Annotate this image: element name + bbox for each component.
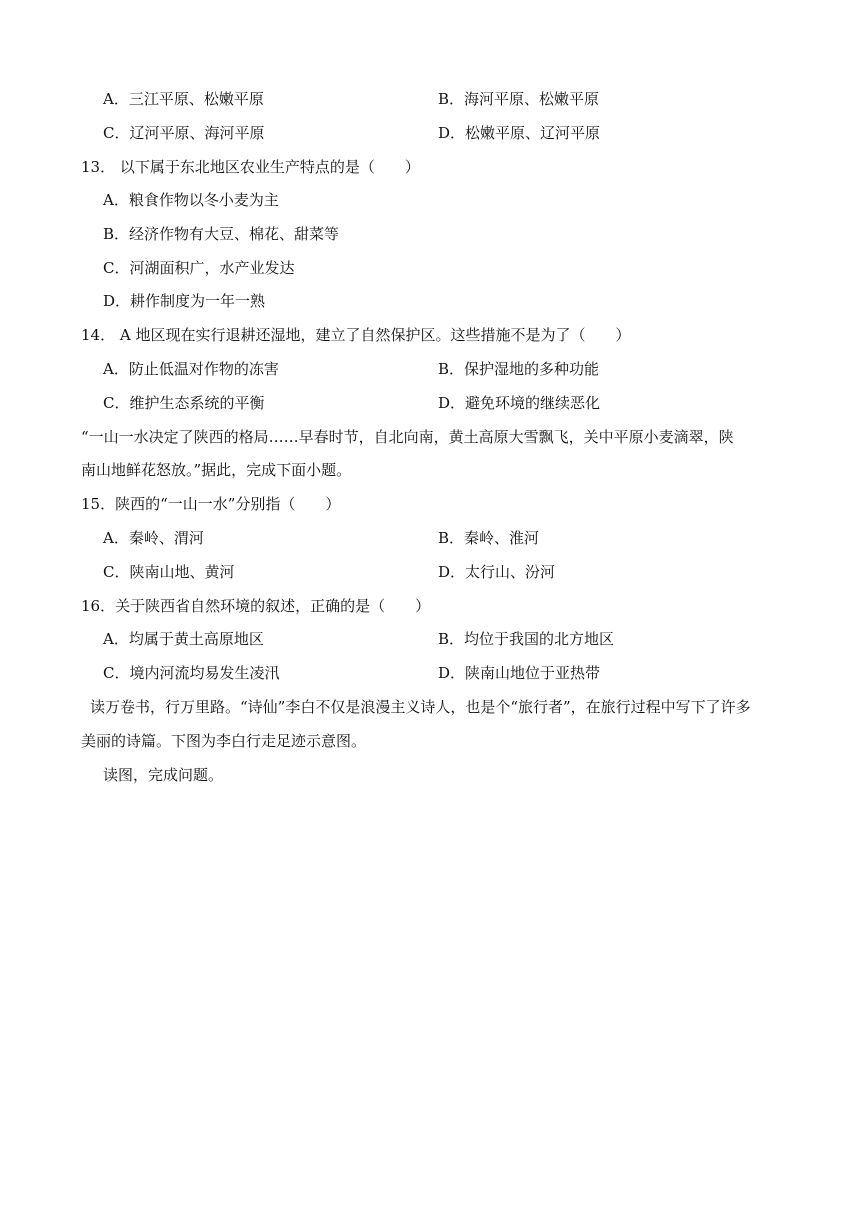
q12-option-d: D．松嫩平原、辽河平原 [438, 124, 601, 142]
q13-option-b: B．经济作物有大豆、棉花、甜菜等 [103, 225, 340, 243]
q12-option-b: B．海河平原、松嫩平原 [438, 90, 600, 108]
q14-option-c: C．维护生态系统的平衡 [103, 394, 265, 412]
q15-option-a: A．秦岭、渭河 [103, 529, 204, 547]
q15-option-b: B．秦岭、淮河 [438, 529, 540, 547]
q13-option-d: D．耕作制度为一年一熟 [103, 292, 266, 310]
q16-stem: 16．关于陕西省自然环境的叙述，正确的是（ ） [81, 597, 431, 615]
passage2-line1: 读万卷书，行万里路。“诗仙”李白不仅是浪漫主义诗人，也是个“旅行者”，在旅行过程中写下了许多 [90, 698, 751, 716]
passage1-line1: “一山一水决定了陕西的格局……早春时节，自北向南，黄土高原大雪飘飞，关中平原小麦滴翠，陕 [81, 428, 734, 446]
passage1-line2: 南山地鲜花怒放。”据此，完成下面小题。 [81, 461, 352, 479]
q15-option-c: C．陕南山地、黄河 [103, 563, 235, 581]
q16-option-b: B．均位于我国的北方地区 [438, 630, 615, 648]
q13-option-a: A．粮食作物以冬小麦为主 [103, 191, 279, 209]
q12-option-c: C．辽河平原、海河平原 [103, 124, 265, 142]
q13-option-c: C．河湖面积广，水产业发达 [103, 259, 295, 277]
q15-stem: 15．陕西的“一山一水”分别指（ ） [81, 495, 341, 513]
passage2-line2: 美丽的诗篇。下图为李白行走足迹示意图。 [81, 732, 367, 750]
q14-option-a: A．防止低温对作物的冻害 [103, 360, 279, 378]
passage2-line3: 读图，完成问题。 [103, 766, 224, 784]
q14-option-d: D．避免环境的继续恶化 [438, 394, 601, 412]
q12-option-a: A．三江平原、松嫩平原 [103, 90, 264, 108]
q15-option-d: D．太行山、汾河 [438, 563, 556, 581]
q16-option-a: A．均属于黄土高原地区 [103, 630, 264, 648]
q14-option-b: B．保护湿地的多种功能 [438, 360, 600, 378]
q16-option-d: D．陕南山地位于亚热带 [438, 664, 601, 682]
q13-stem: 13． 以下属于东北地区农业生产特点的是（ ） [81, 158, 420, 176]
q16-option-c: C．境内河流均易发生凌汛 [103, 664, 280, 682]
q14-stem: 14． A 地区现在实行退耕还湿地，建立了自然保护区。这些措施不是为了（ ） [81, 326, 631, 344]
